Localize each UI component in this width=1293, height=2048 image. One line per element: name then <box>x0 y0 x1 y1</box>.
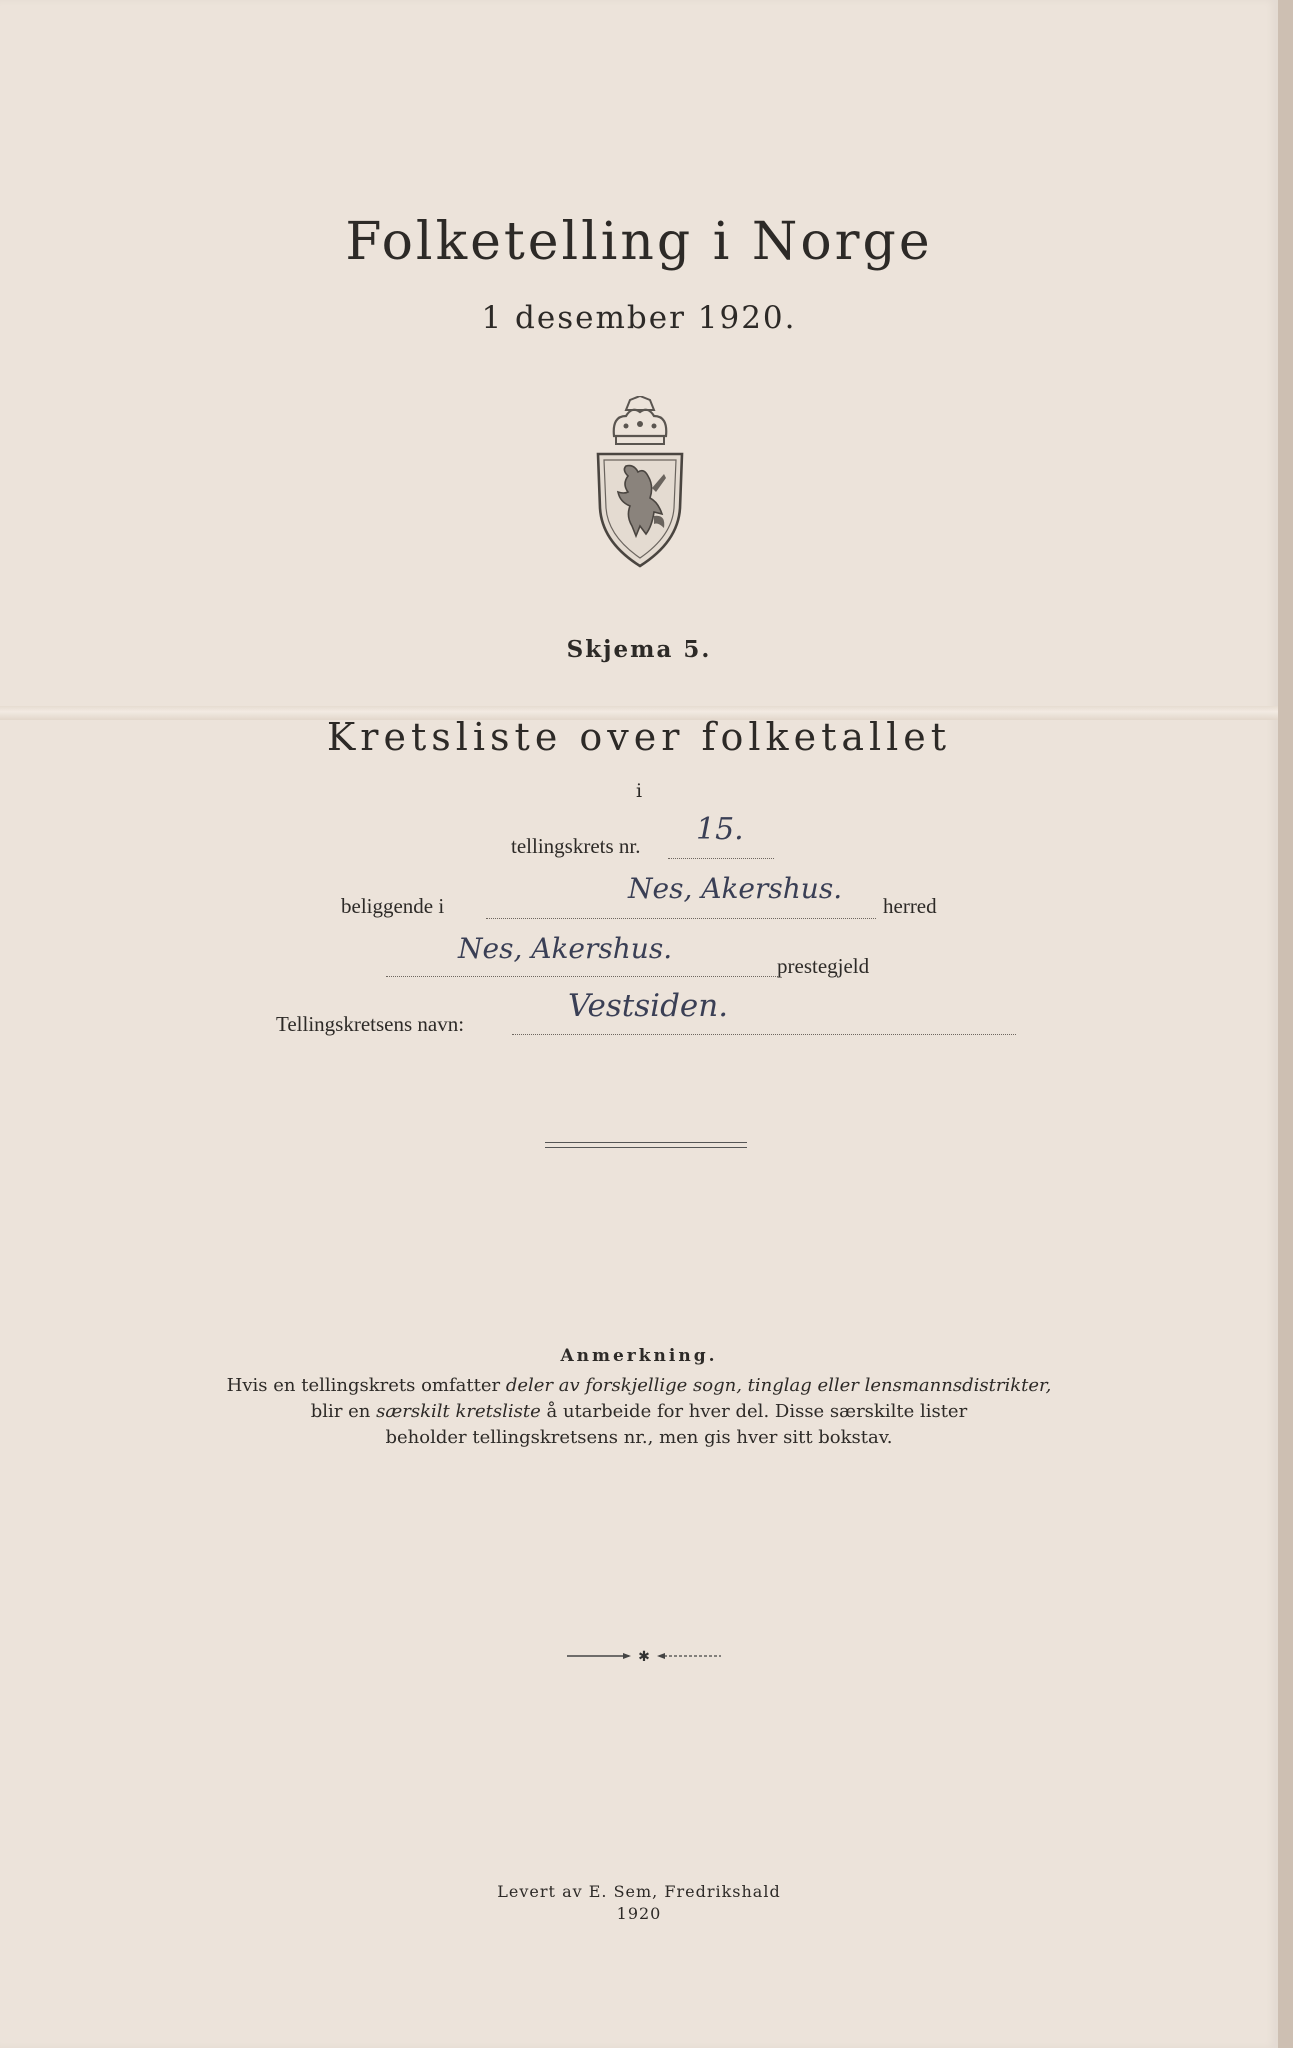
page-edge <box>1278 0 1293 2048</box>
note-line-1-text: Hvis en tellingskrets omfatter <box>226 1375 506 1396</box>
divider-rule-bottom <box>545 1147 747 1148</box>
note-line-3: beholder tellingskretsens nr., men gis hver sitt bokstav. <box>385 1427 893 1448</box>
district-name-label: Tellingskretsens navn: <box>276 1012 465 1036</box>
note-line-1 <box>0 1373 1278 1399</box>
connector-word: i <box>635 780 643 802</box>
note-heading: Anmerkning. <box>560 1346 718 1366</box>
document-title: Folketelling i Norge <box>345 212 933 272</box>
parish-label: prestegjeld <box>777 954 870 978</box>
note-line-2-text: blir en <box>310 1401 377 1422</box>
district-number-value: 15. <box>696 812 744 847</box>
note-line-1-italic: deler av forskjellige sogn, tinglag eller lensmannsdistrikter, <box>505 1375 1052 1396</box>
svg-text:✱: ✱ <box>638 1649 650 1664</box>
district-number-label: tellingskrets nr. <box>511 834 641 858</box>
divider-rule-top <box>545 1142 747 1143</box>
located-in-line <box>486 918 876 919</box>
document-date: 1 desember 1920. <box>481 300 797 336</box>
herred-label: herred <box>883 894 937 918</box>
printer-year: 1920 <box>616 1904 662 1923</box>
form-heading: Kretsliste over folketallet <box>326 715 952 759</box>
parish-value: Nes, Akershus. <box>458 932 673 965</box>
parish-line <box>386 976 778 977</box>
note-line-2-italic: særskilt kretsliste <box>376 1401 541 1422</box>
ornament-divider-icon <box>565 1648 723 1664</box>
located-in-value: Nes, Akershus. <box>628 872 843 905</box>
norwegian-coat-of-arms-icon <box>592 396 688 568</box>
note-line-2 <box>0 1399 1278 1425</box>
printer-credit: Levert av E. Sem, Fredrikshald <box>497 1882 781 1901</box>
district-name-value: Vestsiden. <box>568 988 729 1024</box>
note-line-2-rest: å utarbeide for hver del. Disse særskilte lister <box>540 1401 968 1422</box>
schema-number: Skjema 5. <box>566 636 712 663</box>
district-name-line <box>512 1034 1016 1035</box>
district-number-line <box>668 858 774 859</box>
located-in-label: beliggende i <box>341 894 445 918</box>
